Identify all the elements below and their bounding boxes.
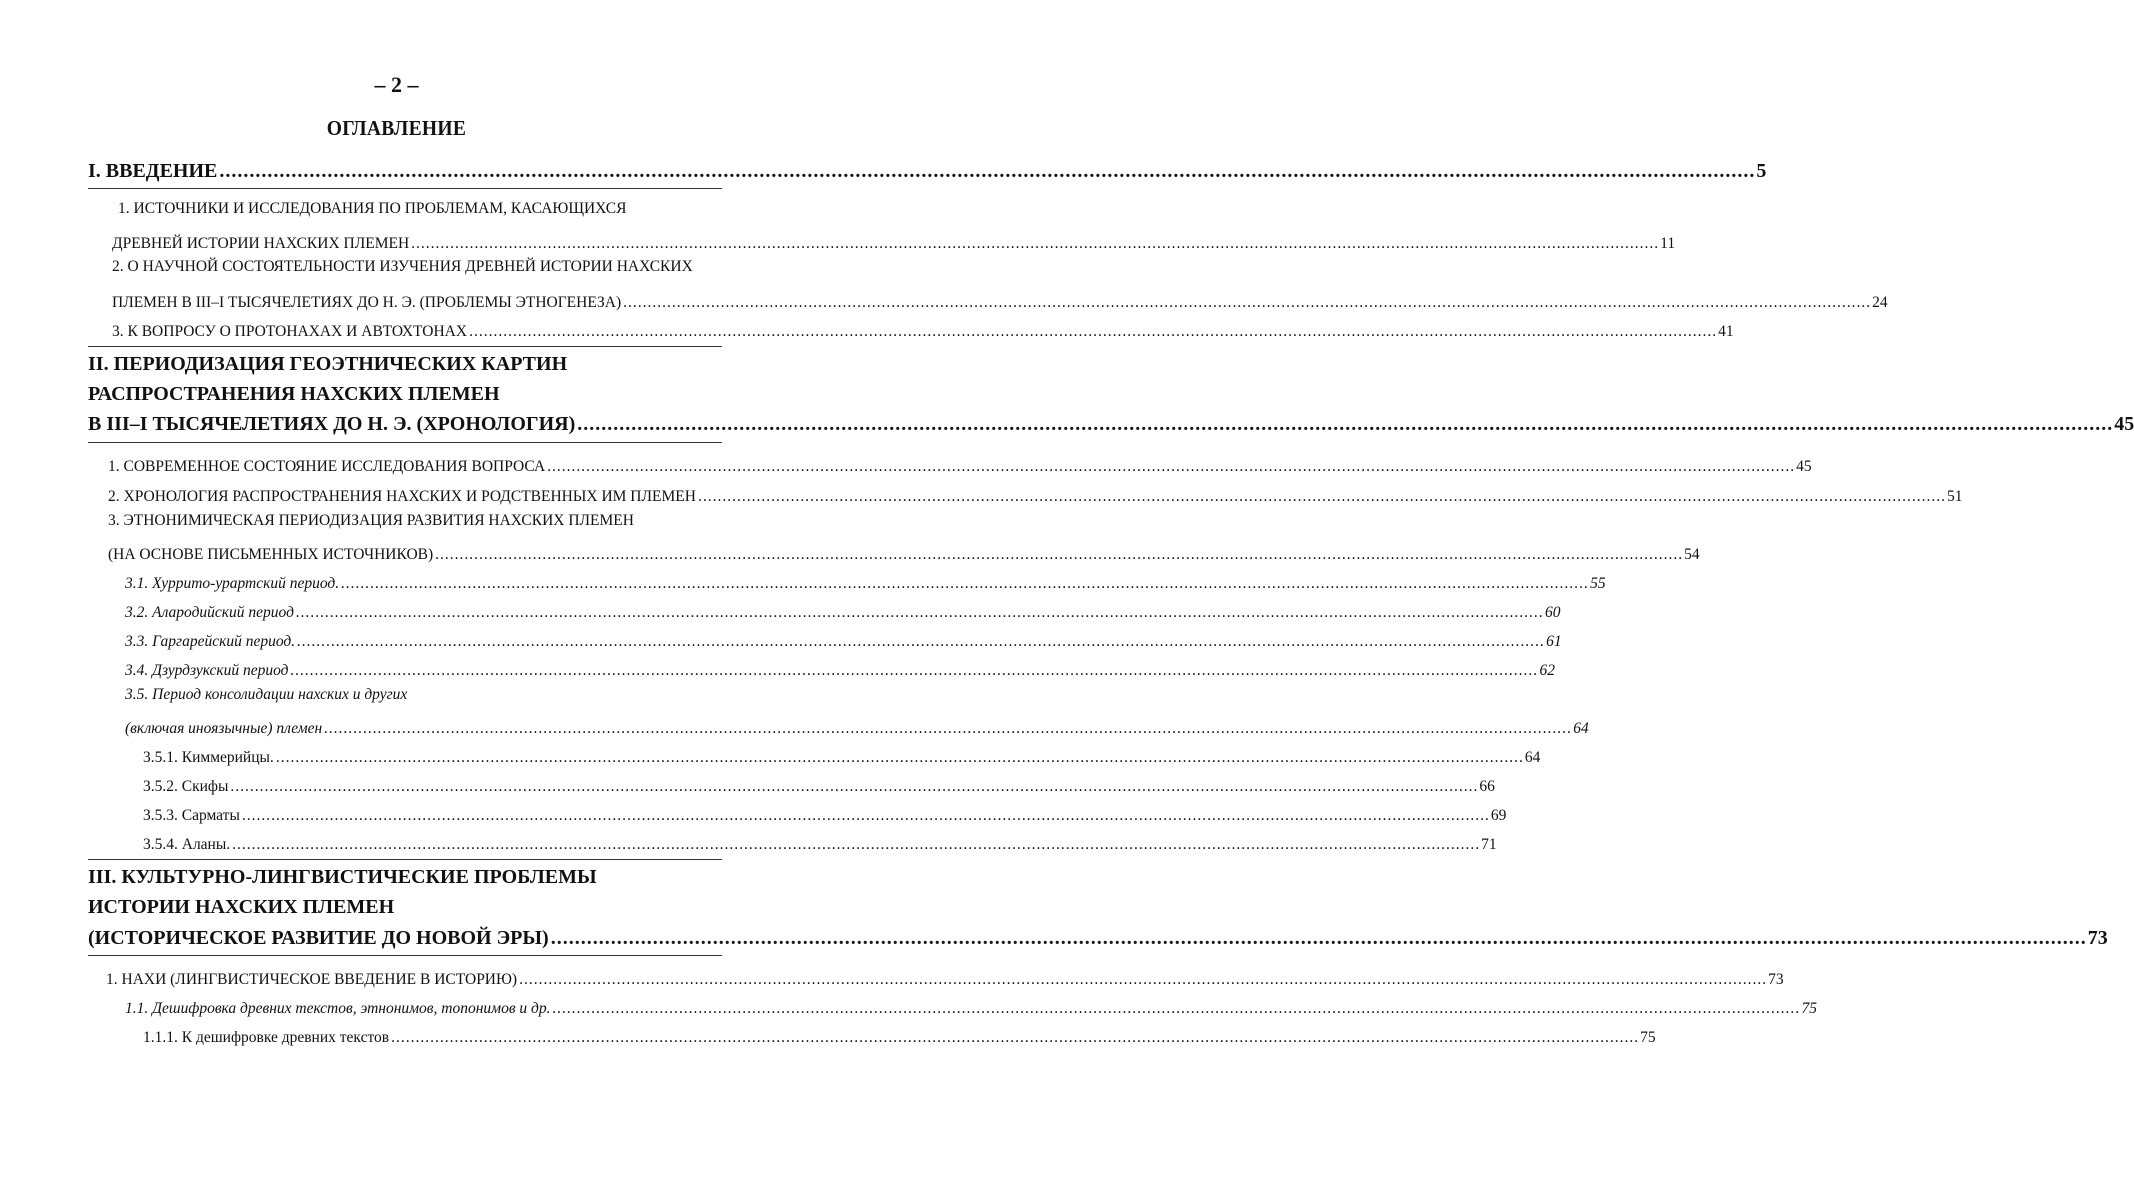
toc-entry-2-3-3[interactable]	[125, 623, 1562, 651]
toc-entry-page: 24	[1872, 294, 1888, 311]
dot-leader	[219, 160, 1755, 183]
toc-entry-page: 45	[2114, 413, 2134, 435]
toc-entry-2-3-5-2[interactable]	[143, 768, 1495, 796]
dot-leader	[232, 836, 1480, 854]
dot-leader	[547, 458, 1795, 476]
toc-entry-3[interactable]	[88, 922, 2108, 950]
dot-leader	[469, 323, 1717, 341]
toc-entry-label: 3.5.2. Скифы	[143, 778, 229, 795]
toc-entry-1-2-line1[interactable]: 2. О НАУЧНОЙ СОСТОЯТЕЛЬНОСТИ ИЗУЧЕНИЯ ДРЕВНЕЙ ИСТОРИИ НАХСКИХ	[112, 258, 693, 275]
toc-entry-label: 3.4. Дзурдзукский период	[125, 662, 289, 679]
toc-entry-label: 3.3. Гаргарейский период.	[125, 633, 296, 650]
toc-entry-label: 3.5.3. Сарматы	[143, 807, 240, 824]
toc-entry-1-3[interactable]	[112, 313, 1734, 341]
toc-entry-3-1[interactable]	[106, 961, 1784, 989]
toc-entry-page: 55	[1590, 575, 1606, 592]
dot-leader	[324, 720, 1572, 738]
toc-entry-2-3-1[interactable]	[125, 565, 1606, 593]
dot-leader	[276, 749, 1524, 767]
toc-entry-page: 61	[1546, 633, 1562, 650]
toc-entry-2-3-5-3[interactable]	[143, 797, 1507, 825]
dot-leader	[623, 294, 1871, 312]
toc-entry-2-1[interactable]	[108, 448, 1812, 476]
dot-leader	[242, 807, 1490, 825]
toc-entry-label: 3.1. Хуррито-урартский период.	[125, 575, 340, 592]
toc-entry-3-line2[interactable]: ИСТОРИИ НАХСКИХ ПЛЕМЕН	[88, 896, 395, 918]
dot-leader	[391, 1029, 1639, 1047]
toc-entry-2-3[interactable]	[108, 536, 1700, 564]
toc-entry-page: 45	[1796, 458, 1812, 475]
toc-entry-page: 75	[1801, 1000, 1818, 1017]
toc-entry-2-line2[interactable]: РАСПРОСТРАНЕНИЯ НАХСКИХ ПЛЕМЕН	[88, 383, 500, 405]
dot-leader	[519, 971, 1767, 989]
toc-entry-page: 11	[1660, 235, 1676, 252]
section-divider	[88, 346, 722, 347]
toc-entry-3-1-1[interactable]	[125, 990, 1818, 1018]
toc-entry-label: 3.2. Алародийский период	[125, 604, 294, 621]
toc-entry-label: 3.5.4. Аланы.	[143, 836, 231, 853]
toc-entry-label: 1.1. Дешифровка древних текстов, этнонимов, топонимов и др.	[125, 1000, 551, 1017]
toc-entry-2-3-5[interactable]	[125, 710, 1589, 738]
toc-entry-1-1[interactable]	[112, 225, 1676, 253]
dot-leader	[296, 604, 1544, 622]
toc-entry-2-3-5-1[interactable]	[143, 739, 1541, 767]
toc-entry-label: 3.5.1. Киммерийцы.	[143, 749, 274, 766]
dot-leader	[341, 575, 1589, 593]
dot-leader	[411, 235, 1659, 253]
dot-leader	[435, 546, 1683, 564]
dot-leader	[698, 488, 1946, 506]
toc-entry-page: 64	[1573, 720, 1589, 737]
toc-entry-page: 62	[1539, 662, 1555, 679]
page-title: ОГЛАВЛЕНИЕ	[326, 116, 467, 140]
dot-leader	[577, 413, 2113, 436]
toc-entry-2-line1[interactable]: II. ПЕРИОДИЗАЦИЯ ГЕОЭТНИЧЕСКИХ КАРТИН	[88, 353, 568, 375]
toc-entry-label: 3. К ВОПРОСУ О ПРОТОНАХАХ И АВТОХТОНАХ	[112, 323, 468, 340]
toc-entry-label: ДРЕВНЕЙ ИСТОРИИ НАХСКИХ ПЛЕМЕН	[112, 235, 410, 252]
toc-entry-2-3-5-line1[interactable]: 3.5. Период консолидации нахских и других	[125, 686, 408, 703]
section-divider	[88, 188, 722, 189]
toc-entry-2-3-4[interactable]	[125, 652, 1555, 680]
toc-entry-page: 69	[1490, 807, 1507, 824]
section-divider	[88, 859, 722, 860]
toc-entry-page: 66	[1479, 778, 1495, 795]
toc-entry-label: 1. НАХИ (ЛИНГВИСТИЧЕСКОЕ ВВЕДЕНИЕ В ИСТОРИЮ)	[106, 971, 518, 988]
toc-entry-page: 51	[1946, 488, 1963, 505]
toc-entry-page: 73	[1768, 971, 1784, 988]
toc-entry-2-3-5-4[interactable]	[143, 826, 1497, 854]
dot-leader	[553, 1000, 1801, 1018]
toc-entry-page: 41	[1718, 323, 1734, 340]
toc-entry-page: 73	[2087, 927, 2108, 949]
toc-entry-page: 54	[1684, 546, 1700, 563]
toc-entry-label: I. ВВЕДЕНИЕ	[88, 160, 218, 182]
toc-entry-page: 71	[1481, 836, 1497, 853]
toc-entry-label: ПЛЕМЕН В III–I ТЫСЯЧЕЛЕТИЯХ ДО Н. Э. (ПРОБЛЕМЫ ЭТНОГЕНЕЗА)	[112, 294, 622, 311]
dot-leader	[297, 633, 1545, 651]
toc-entry-label: 2. ХРОНОЛОГИЯ РАСПРОСТРАНЕНИЯ НАХСКИХ И РОДСТВЕННЫХ ИМ ПЛЕМЕН	[108, 488, 696, 505]
dot-leader	[230, 778, 1478, 796]
toc-entry-3-1-1-1[interactable]	[143, 1019, 1656, 1047]
toc-entry-intro[interactable]	[88, 155, 1767, 183]
toc-entry-label: В III–I ТЫСЯЧЕЛЕТИЯХ ДО Н. Э. (ХРОНОЛОГИЯ)	[88, 413, 576, 435]
toc-entry-3-line1[interactable]: III. КУЛЬТУРНО-ЛИНГВИСТИЧЕСКИЕ ПРОБЛЕМЫ	[88, 866, 597, 888]
section-divider	[88, 442, 722, 443]
dot-leader	[551, 927, 2087, 950]
toc-entry-page: 5	[1756, 160, 1767, 182]
toc-entry-2[interactable]	[88, 408, 2134, 436]
toc-entry-label: 1.1.1. К дешифровке древних текстов	[143, 1029, 390, 1046]
toc-entry-page: 60	[1544, 604, 1561, 621]
toc-entry-1-1-line1[interactable]: 1. ИСТОЧНИКИ И ИССЛЕДОВАНИЯ ПО ПРОБЛЕМАМ, КАСАЮЩИХСЯ	[118, 200, 627, 217]
toc-entry-label: 1. СОВРЕМЕННОЕ СОСТОЯНИЕ ИССЛЕДОВАНИЯ ВОПРОСА	[108, 458, 546, 475]
dot-leader	[291, 662, 1539, 680]
toc-entry-label: (НА ОСНОВЕ ПИСЬМЕННЫХ ИСТОЧНИКОВ)	[108, 546, 434, 563]
toc-entry-2-2[interactable]	[108, 478, 1963, 506]
page-number: – 2 –	[374, 72, 419, 97]
toc-entry-2-3-2[interactable]	[125, 594, 1561, 622]
toc-entry-label: (ИСТОРИЧЕСКОЕ РАЗВИТИЕ ДО НОВОЙ ЭРЫ)	[88, 927, 549, 949]
toc-entry-2-3-line1[interactable]: 3. ЭТНОНИМИЧЕСКАЯ ПЕРИОДИЗАЦИЯ РАЗВИТИЯ НАХСКИХ ПЛЕМЕН	[108, 512, 634, 529]
toc-entry-label: (включая иноязычные) племен	[125, 720, 323, 737]
toc-entry-1-2[interactable]	[112, 284, 1888, 312]
section-divider	[88, 955, 722, 956]
toc-entry-page: 64	[1524, 749, 1541, 766]
toc-entry-page: 75	[1640, 1029, 1656, 1046]
